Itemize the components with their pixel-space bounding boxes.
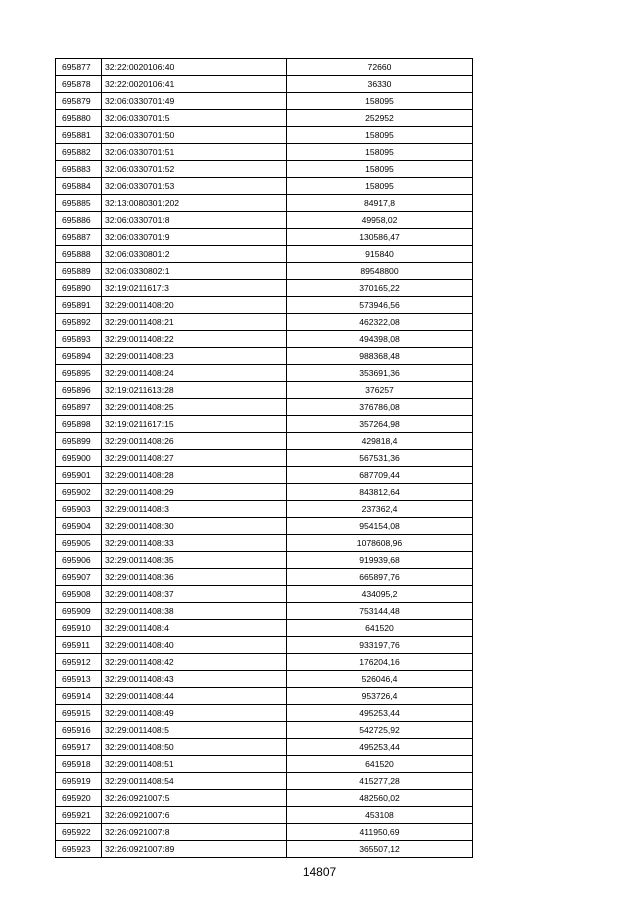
value-cell: 158095	[287, 144, 473, 161]
row-id-cell: 695914	[56, 688, 102, 705]
table-row	[56, 705, 473, 722]
row-id-cell: 695923	[56, 841, 102, 858]
table-row	[56, 433, 473, 450]
row-id-cell: 695889	[56, 263, 102, 280]
table-row	[56, 212, 473, 229]
value-cell: 72660	[287, 59, 473, 76]
data-table	[55, 58, 473, 858]
table-row	[56, 110, 473, 127]
value-cell: 49958,02	[287, 212, 473, 229]
value-cell: 915840	[287, 246, 473, 263]
table-row	[56, 76, 473, 93]
cadastral-number-cell: 32:29:0011408:25	[102, 399, 287, 416]
table-row	[56, 552, 473, 569]
cadastral-number-cell: 32:29:0011408:33	[102, 535, 287, 552]
table-row	[56, 59, 473, 76]
table-row	[56, 586, 473, 603]
table-row	[56, 518, 473, 535]
page-number: 14807	[302, 865, 337, 879]
value-cell: 462322,08	[287, 314, 473, 331]
row-id-cell: 695881	[56, 127, 102, 144]
table-row	[56, 161, 473, 178]
row-id-cell: 695899	[56, 433, 102, 450]
cadastral-number-cell: 32:06:0330701:52	[102, 161, 287, 178]
value-cell: 495253,44	[287, 739, 473, 756]
value-cell: 353691,36	[287, 365, 473, 382]
cadastral-number-cell: 32:29:0011408:44	[102, 688, 287, 705]
row-id-cell: 695905	[56, 535, 102, 552]
cadastral-number-cell: 32:06:0330801:2	[102, 246, 287, 263]
table-row	[56, 722, 473, 739]
cadastral-number-cell: 32:29:0011408:3	[102, 501, 287, 518]
table-row	[56, 790, 473, 807]
cadastral-number-cell: 32:19:0211617:15	[102, 416, 287, 433]
value-cell: 482560,02	[287, 790, 473, 807]
cadastral-number-cell: 32:29:0011408:49	[102, 705, 287, 722]
value-cell: 919939,68	[287, 552, 473, 569]
cadastral-number-cell: 32:29:0011408:4	[102, 620, 287, 637]
cadastral-number-cell: 32:29:0011408:51	[102, 756, 287, 773]
table-row	[56, 195, 473, 212]
row-id-cell: 695900	[56, 450, 102, 467]
table-row	[56, 620, 473, 637]
table-row	[56, 365, 473, 382]
cadastral-number-cell: 32:06:0330701:5	[102, 110, 287, 127]
cadastral-number-cell: 32:29:0011408:35	[102, 552, 287, 569]
value-cell: 429818,4	[287, 433, 473, 450]
table-row	[56, 178, 473, 195]
value-cell: 89548800	[287, 263, 473, 280]
table-row	[56, 807, 473, 824]
cadastral-number-cell: 32:19:0211613:28	[102, 382, 287, 399]
row-id-cell: 695915	[56, 705, 102, 722]
row-id-cell: 695907	[56, 569, 102, 586]
cadastral-number-cell: 32:06:0330701:8	[102, 212, 287, 229]
row-id-cell: 695916	[56, 722, 102, 739]
table-row	[56, 654, 473, 671]
cadastral-number-cell: 32:29:0011408:43	[102, 671, 287, 688]
cadastral-number-cell: 32:29:0011408:38	[102, 603, 287, 620]
cadastral-number-cell: 32:29:0011408:23	[102, 348, 287, 365]
cadastral-number-cell: 32:22:0020106:40	[102, 59, 287, 76]
row-id-cell: 695912	[56, 654, 102, 671]
cadastral-number-cell: 32:29:0011408:37	[102, 586, 287, 603]
row-id-cell: 695893	[56, 331, 102, 348]
cadastral-number-cell: 32:26:0921007:6	[102, 807, 287, 824]
row-id-cell: 695878	[56, 76, 102, 93]
table-body	[56, 59, 473, 858]
row-id-cell: 695921	[56, 807, 102, 824]
table-row	[56, 535, 473, 552]
cadastral-number-cell: 32:29:0011408:22	[102, 331, 287, 348]
row-id-cell: 695906	[56, 552, 102, 569]
cadastral-number-cell: 32:26:0921007:8	[102, 824, 287, 841]
table-row	[56, 739, 473, 756]
cadastral-number-cell: 32:29:0011408:24	[102, 365, 287, 382]
row-id-cell: 695880	[56, 110, 102, 127]
cadastral-number-cell: 32:29:0011408:42	[102, 654, 287, 671]
table-row	[56, 331, 473, 348]
row-id-cell: 695901	[56, 467, 102, 484]
value-cell: 252952	[287, 110, 473, 127]
table-row	[56, 671, 473, 688]
table-row	[56, 603, 473, 620]
row-id-cell: 695909	[56, 603, 102, 620]
table-row	[56, 824, 473, 841]
cadastral-number-cell: 32:29:0011408:54	[102, 773, 287, 790]
row-id-cell: 695904	[56, 518, 102, 535]
table-row	[56, 93, 473, 110]
value-cell: 357264,98	[287, 416, 473, 433]
value-cell: 641520	[287, 620, 473, 637]
table-row	[56, 229, 473, 246]
table-row	[56, 382, 473, 399]
row-id-cell: 695882	[56, 144, 102, 161]
cadastral-number-cell: 32:29:0011408:50	[102, 739, 287, 756]
value-cell: 158095	[287, 127, 473, 144]
value-cell: 415277,28	[287, 773, 473, 790]
value-cell: 542725,92	[287, 722, 473, 739]
cadastral-number-cell: 32:29:0011408:21	[102, 314, 287, 331]
table-row	[56, 280, 473, 297]
table-row	[56, 569, 473, 586]
row-id-cell: 695894	[56, 348, 102, 365]
row-id-cell: 695883	[56, 161, 102, 178]
value-cell: 526046,4	[287, 671, 473, 688]
value-cell: 933197,76	[287, 637, 473, 654]
value-cell: 158095	[287, 178, 473, 195]
value-cell: 954154,08	[287, 518, 473, 535]
cadastral-number-cell: 32:19:0211617:3	[102, 280, 287, 297]
table-row	[56, 484, 473, 501]
value-cell: 988368,48	[287, 348, 473, 365]
value-cell: 130586,47	[287, 229, 473, 246]
row-id-cell: 695898	[56, 416, 102, 433]
row-id-cell: 695902	[56, 484, 102, 501]
cadastral-number-cell: 32:26:0921007:5	[102, 790, 287, 807]
cadastral-number-cell: 32:13:0080301:202	[102, 195, 287, 212]
value-cell: 843812,64	[287, 484, 473, 501]
value-cell: 494398,08	[287, 331, 473, 348]
row-id-cell: 695879	[56, 93, 102, 110]
table-row	[56, 263, 473, 280]
row-id-cell: 695895	[56, 365, 102, 382]
value-cell: 36330	[287, 76, 473, 93]
table-row	[56, 144, 473, 161]
row-id-cell: 695917	[56, 739, 102, 756]
row-id-cell: 695877	[56, 59, 102, 76]
row-id-cell: 695892	[56, 314, 102, 331]
cadastral-number-cell: 32:06:0330701:53	[102, 178, 287, 195]
row-id-cell: 695897	[56, 399, 102, 416]
cadastral-number-cell: 32:29:0011408:36	[102, 569, 287, 586]
row-id-cell: 695911	[56, 637, 102, 654]
value-cell: 567531,36	[287, 450, 473, 467]
row-id-cell: 695887	[56, 229, 102, 246]
cadastral-number-cell: 32:22:0020106:41	[102, 76, 287, 93]
row-id-cell: 695886	[56, 212, 102, 229]
value-cell: 365507,12	[287, 841, 473, 858]
cadastral-number-cell: 32:29:0011408:29	[102, 484, 287, 501]
value-cell: 176204,16	[287, 654, 473, 671]
table-row	[56, 501, 473, 518]
cadastral-number-cell: 32:06:0330701:49	[102, 93, 287, 110]
value-cell: 84917,8	[287, 195, 473, 212]
cadastral-number-cell: 32:06:0330701:51	[102, 144, 287, 161]
value-cell: 434095,2	[287, 586, 473, 603]
row-id-cell: 695913	[56, 671, 102, 688]
table-row	[56, 127, 473, 144]
value-cell: 641520	[287, 756, 473, 773]
table-row	[56, 416, 473, 433]
table-row	[56, 399, 473, 416]
cadastral-number-cell: 32:29:0011408:27	[102, 450, 287, 467]
value-cell: 573946,56	[287, 297, 473, 314]
table-row	[56, 756, 473, 773]
value-cell: 687709,44	[287, 467, 473, 484]
cadastral-number-cell: 32:06:0330701:9	[102, 229, 287, 246]
row-id-cell: 695885	[56, 195, 102, 212]
value-cell: 953726,4	[287, 688, 473, 705]
value-cell: 453108	[287, 807, 473, 824]
row-id-cell: 695919	[56, 773, 102, 790]
row-id-cell: 695922	[56, 824, 102, 841]
cadastral-number-cell: 32:26:0921007:89	[102, 841, 287, 858]
table-row	[56, 467, 473, 484]
value-cell: 1078608,96	[287, 535, 473, 552]
row-id-cell: 695908	[56, 586, 102, 603]
table-row	[56, 314, 473, 331]
cadastral-number-cell: 32:29:0011408:28	[102, 467, 287, 484]
table-row	[56, 637, 473, 654]
value-cell: 370165,22	[287, 280, 473, 297]
table-row	[56, 773, 473, 790]
row-id-cell: 695890	[56, 280, 102, 297]
value-cell: 753144,48	[287, 603, 473, 620]
table-row	[56, 450, 473, 467]
cadastral-number-cell: 32:06:0330802:1	[102, 263, 287, 280]
table-row	[56, 297, 473, 314]
value-cell: 158095	[287, 161, 473, 178]
value-cell: 158095	[287, 93, 473, 110]
table-row	[56, 688, 473, 705]
table-row	[56, 348, 473, 365]
row-id-cell: 695896	[56, 382, 102, 399]
row-id-cell: 695918	[56, 756, 102, 773]
value-cell: 376257	[287, 382, 473, 399]
cadastral-number-cell: 32:29:0011408:5	[102, 722, 287, 739]
table-row	[56, 841, 473, 858]
cadastral-number-cell: 32:29:0011408:20	[102, 297, 287, 314]
cadastral-number-cell: 32:06:0330701:50	[102, 127, 287, 144]
row-id-cell: 695884	[56, 178, 102, 195]
row-id-cell: 695920	[56, 790, 102, 807]
value-cell: 495253,44	[287, 705, 473, 722]
cadastral-number-cell: 32:29:0011408:40	[102, 637, 287, 654]
row-id-cell: 695888	[56, 246, 102, 263]
row-id-cell: 695903	[56, 501, 102, 518]
row-id-cell: 695891	[56, 297, 102, 314]
value-cell: 411950,69	[287, 824, 473, 841]
value-cell: 376786,08	[287, 399, 473, 416]
value-cell: 237362,4	[287, 501, 473, 518]
table-row	[56, 246, 473, 263]
value-cell: 665897,76	[287, 569, 473, 586]
cadastral-number-cell: 32:29:0011408:26	[102, 433, 287, 450]
cadastral-number-cell: 32:29:0011408:30	[102, 518, 287, 535]
row-id-cell: 695910	[56, 620, 102, 637]
